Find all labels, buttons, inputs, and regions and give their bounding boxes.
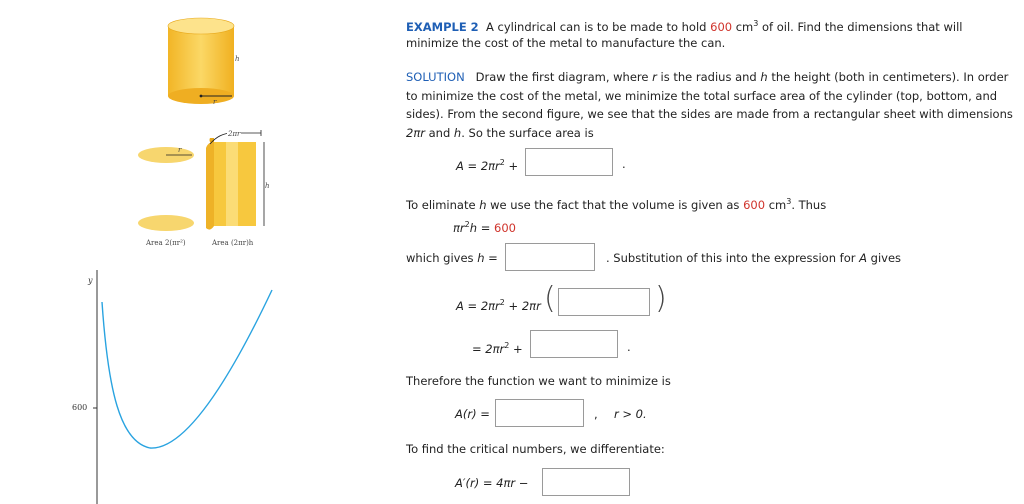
volume-value-3: 600: [494, 220, 516, 235]
sheet-height-label: h: [265, 182, 270, 190]
cylinder-figure: [150, 10, 260, 110]
circumference-label: 2πr: [228, 130, 241, 138]
area-graph: [60, 270, 290, 504]
eq1-period: .: [622, 157, 626, 171]
equation-derivative: A′(r) = 4πr −: [455, 476, 529, 490]
gives-line-end: . Substitution of this into the expression for A gives: [606, 251, 902, 265]
side-area-caption: Area (2πr)h: [212, 239, 254, 247]
unrolled-figure: [130, 128, 280, 248]
answer-box-5[interactable]: [495, 399, 584, 427]
solution-heading: SOLUTION: [406, 70, 465, 84]
example-line-2: minimize the cost of the metal to manufacture the can.: [406, 36, 726, 50]
graph-tick-600: 600: [72, 403, 88, 412]
volume-value: 600: [710, 19, 733, 34]
eq5-comma: ,: [594, 407, 598, 421]
critical-line: To find the critical numbers, we differentiate:: [406, 442, 665, 456]
cylinder-radius-label: r: [213, 98, 217, 106]
example-line-1: EXAMPLE 2 A cylindrical can is to be made to hold 600 $cm^3$ of oil. Find the dimensions that will: [406, 19, 963, 34]
example-heading: EXAMPLE 2: [406, 19, 479, 34]
eliminate-line: To eliminate h we use the fact that the volume is given as 600 $cm^3$. Thus: [406, 197, 827, 212]
equation-simplified: = $2\pi r^2$ +: [472, 341, 523, 356]
equation-surface-area: $A = 2\pi r^2$ +: [456, 158, 519, 173]
area-curve: [102, 290, 272, 448]
cylinder-height-label: h: [235, 55, 240, 63]
graph-y-axis-label: y: [88, 276, 93, 285]
equation-function: A(r) =: [455, 407, 490, 421]
solution-paragraph: SOLUTION Draw the first diagram, where r is the radius and h the height (both in centimeters). In order to minimize the cost of the metal, we minimize the total surface area of the cylinder (top, bottom, and sides). From the second figure, we see that the sides are made from a rectangular sheet with dimensions 2πr and h. So the surface area is: [406, 70, 1013, 140]
ends-area-caption: Area 2(πr²): [146, 239, 186, 247]
radius-label-disk: r: [178, 146, 182, 154]
left-paren: (: [544, 281, 556, 316]
answer-box-1[interactable]: [525, 148, 613, 176]
answer-box-2[interactable]: [505, 243, 595, 271]
eq4-period: .: [627, 340, 631, 354]
domain-condition: r > 0.: [614, 407, 647, 421]
gives-line-start: which gives h =: [406, 251, 498, 265]
answer-box-3[interactable]: [558, 288, 650, 316]
answer-box-4[interactable]: [530, 330, 618, 358]
therefore-line: Therefore the function we want to minimize is: [406, 374, 671, 388]
volume-value-2: 600: [743, 197, 766, 212]
right-paren: ): [655, 281, 667, 316]
equation-substitution: $A = 2\pi r^2 + 2\pi r$: [456, 298, 541, 313]
equation-volume: $\pi r^2h = 600$: [453, 220, 516, 235]
answer-box-6[interactable]: [542, 468, 630, 496]
